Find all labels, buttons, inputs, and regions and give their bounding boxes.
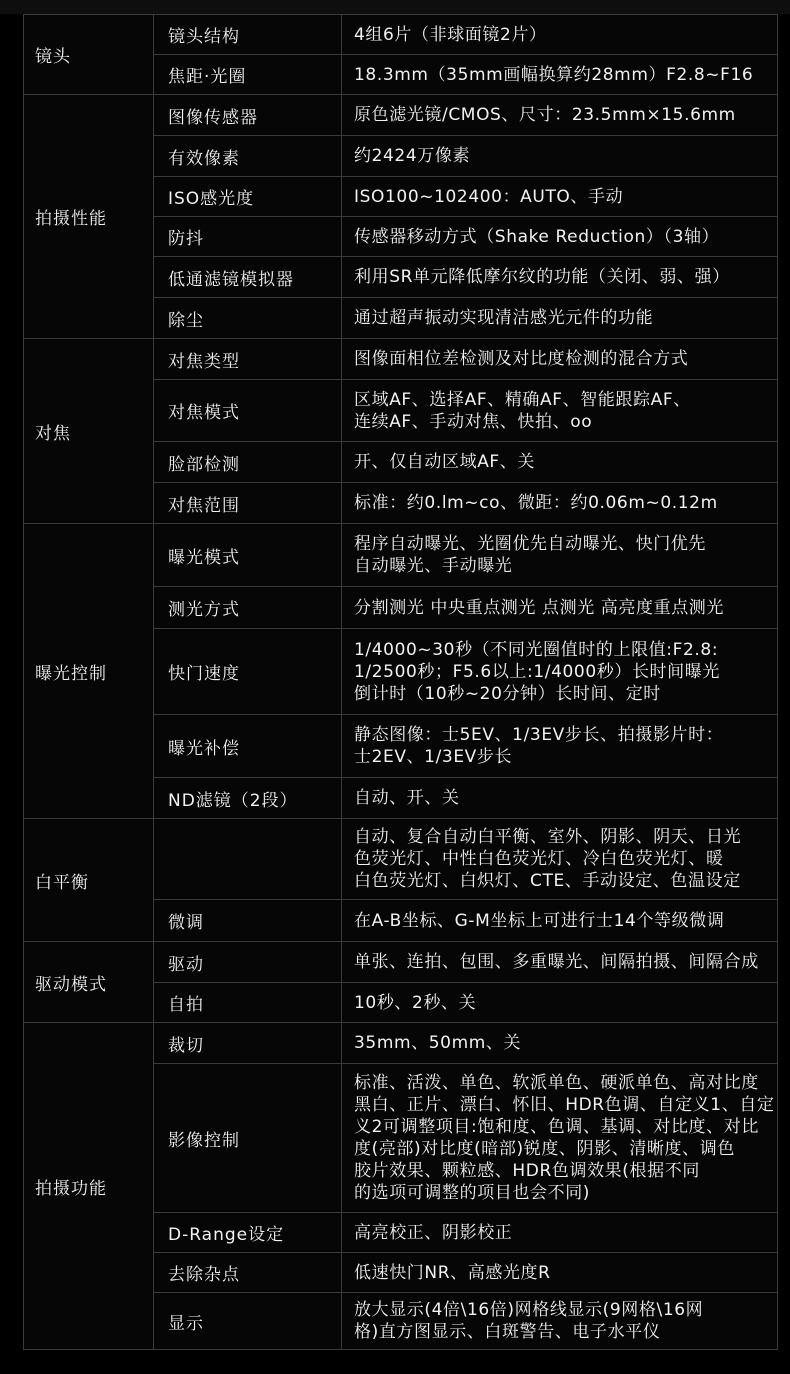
spec-value-line: 义2可调整项目:饱和度、色调、基调、对比度、对比: [354, 1117, 759, 1137]
spec-label: [154, 819, 342, 900]
spec-row: [24, 15, 778, 55]
category-cell: 白平衡: [24, 819, 154, 942]
spec-value: [342, 942, 778, 983]
spec-value-line: 10秒、2秒、关: [354, 992, 477, 1013]
spec-value: [342, 1023, 778, 1064]
spec-value: [342, 629, 778, 715]
category-cell: 曝光控制: [24, 524, 154, 819]
spec-value-line: 利用SR单元降低摩尔纹的功能（关闭、弱、强）: [354, 267, 730, 287]
spec-label: 脸部检测: [154, 442, 342, 483]
spec-label: ISO感光度: [154, 177, 342, 217]
spec-value-line: 18.3mm（35mm画幅换算约28mm）F2.8~F16: [354, 64, 754, 85]
spec-table: [23, 14, 778, 1350]
spec-value-line: 35mm、50mm、关: [354, 1033, 522, 1053]
top-dark-strip: [0, 0, 790, 14]
spec-value: [342, 136, 778, 177]
spec-table-body: [24, 15, 778, 1350]
spec-value: [342, 15, 778, 55]
spec-label: 快门速度: [154, 629, 342, 715]
spec-value-line: 度(亮部)对比度(暗部)锐度、阴影、清晰度、调色: [354, 1139, 735, 1159]
spec-label: 有效像素: [154, 136, 342, 177]
spec-value-line: 程序自动曝光、光圈优先自动曝光、快门优先: [354, 534, 706, 554]
spec-value-line: 通过超声振动实现清洁感光元件的功能: [354, 308, 654, 328]
spec-label: 裁切: [154, 1023, 342, 1064]
spec-value: [342, 1253, 778, 1293]
spec-value-line: 约2424万像素: [354, 146, 471, 166]
spec-value-line: 士2EV、1/3EV步长: [354, 747, 513, 767]
spec-label: 曝光补偿: [154, 715, 342, 778]
spec-row: [24, 524, 778, 587]
spec-value-line: 黑白、正片、漂白、怀旧、HDR色调、自定义1、自定: [354, 1095, 775, 1115]
spec-value-line: 高亮校正、阴影校正: [354, 1222, 513, 1243]
spec-value-line: 自动曝光、手动曝光: [354, 556, 513, 576]
spec-value: [342, 339, 778, 380]
spec-value-line: 区域AF、选择AF、精确AF、智能跟踪AF、: [354, 389, 691, 410]
spec-label: 对焦模式: [154, 380, 342, 442]
spec-value: [342, 257, 778, 298]
spec-value-line: 低速快门NR、高感光度R: [354, 1262, 551, 1283]
spec-value: [342, 95, 778, 136]
spec-value-line: 标准、活泼、单色、软派单色、硬派单色、高对比度: [354, 1073, 759, 1093]
spec-label: 去除杂点: [154, 1253, 342, 1293]
spec-value: [342, 55, 778, 95]
spec-value-line: ISO100~102400：AUTO、手动: [354, 186, 624, 207]
spec-value-line: 连续AF、手动对焦、快拍、oo: [354, 411, 593, 432]
spec-value-line: 图像面相位差检测及对比度检测的混合方式: [354, 349, 689, 369]
spec-value-line: 静态图像：士5EV、1/3EV步长、拍摄影片时：: [354, 725, 724, 745]
spec-value-line: 分割测光 中央重点测光 点测光 高亮度重点测光: [354, 597, 725, 618]
spec-value: [342, 715, 778, 778]
spec-value-line: 1/2500秒；F5.6以上:1/4000秒）长时间曝光: [354, 661, 720, 682]
spec-value-line: 自动、复合自动白平衡、室外、阴影、阴天、日光: [354, 827, 742, 847]
spec-value: [342, 524, 778, 587]
spec-label: D-Range设定: [154, 1213, 342, 1253]
spec-value: [342, 587, 778, 629]
spec-label: 自拍: [154, 983, 342, 1023]
spec-value: [342, 298, 778, 339]
spec-value-line: 在A-B坐标、G-M坐标上可进行士14个等级微调: [354, 910, 725, 931]
category-cell: 镜头: [24, 15, 154, 95]
spec-label: 对焦范围: [154, 483, 342, 524]
spec-row: [24, 339, 778, 380]
category-cell: 拍摄性能: [24, 95, 154, 339]
spec-row: [24, 942, 778, 983]
spec-label: 驱动: [154, 942, 342, 983]
spec-label: 曝光模式: [154, 524, 342, 587]
spec-value: [342, 177, 778, 217]
spec-value-line: 胶片效果、颗粒感、HDR色调效果(根据不同: [354, 1161, 700, 1181]
spec-label: ND滤镜（2段）: [154, 778, 342, 819]
spec-row: [24, 1023, 778, 1064]
spec-value: [342, 1293, 778, 1350]
spec-value: [342, 819, 778, 900]
spec-label: 测光方式: [154, 587, 342, 629]
spec-value-line: 单张、连拍、包围、多重曝光、间隔拍摄、间隔合成: [354, 952, 759, 972]
spec-value-line: 开、仅自动区域AF、关: [354, 452, 536, 472]
spec-value: [342, 380, 778, 442]
spec-label: 影像控制: [154, 1064, 342, 1213]
spec-value-line: 色荧光灯、中性白色荧光灯、冷白色荧光灯、暖: [354, 849, 724, 869]
spec-value-line: 的选项可调整的项目也会不同): [354, 1183, 591, 1203]
spec-label: 对焦类型: [154, 339, 342, 380]
spec-label: 焦距·光圈: [154, 55, 342, 95]
spec-label: 除尘: [154, 298, 342, 339]
spec-label: 防抖: [154, 217, 342, 257]
spec-value: [342, 778, 778, 819]
spec-row: [24, 819, 778, 900]
spec-value-line: 标准：约0.lm~co、微距：约0.06m~0.12m: [354, 493, 718, 513]
spec-label: 微调: [154, 900, 342, 942]
spec-label: 低通滤镜模拟器: [154, 257, 342, 298]
spec-value-line: 放大显示(4倍\16倍)网格线显示(9网格\16网: [354, 1300, 704, 1320]
spec-value: [342, 1213, 778, 1253]
spec-value-line: 格)直方图显示、白斑警告、电子水平仪: [354, 1322, 661, 1342]
spec-value-line: 倒计时（10秒~20分钟）长时间、定时: [354, 683, 661, 704]
spec-value-line: 原色滤光镜/CMOS、尺寸：23.5mm×15.6mm: [354, 105, 736, 125]
spec-label: 图像传感器: [154, 95, 342, 136]
spec-value-line: 白色荧光灯、白炽灯、CTE、手动设定、色温设定: [354, 871, 741, 891]
category-cell: 拍摄功能: [24, 1023, 154, 1350]
spec-value-line: 自动、开、关: [354, 788, 460, 808]
spec-value: [342, 983, 778, 1023]
spec-value-line: 传感器移动方式（Shake Reduction）（3轴）: [354, 226, 720, 247]
spec-label: 显示: [154, 1293, 342, 1350]
spec-value: [342, 1064, 778, 1213]
spec-row: [24, 95, 778, 136]
spec-value: [342, 442, 778, 483]
spec-label: 镜头结构: [154, 15, 342, 55]
category-cell: 驱动模式: [24, 942, 154, 1023]
spec-value-line: 4组6片（非球面镜2片）: [354, 24, 547, 45]
spec-value-line: 1/4000~30秒（不同光圈值时的上限值:F2.8:: [354, 639, 719, 660]
spec-value: [342, 483, 778, 524]
spec-value: [342, 217, 778, 257]
category-cell: 对焦: [24, 339, 154, 524]
spec-value: [342, 900, 778, 942]
